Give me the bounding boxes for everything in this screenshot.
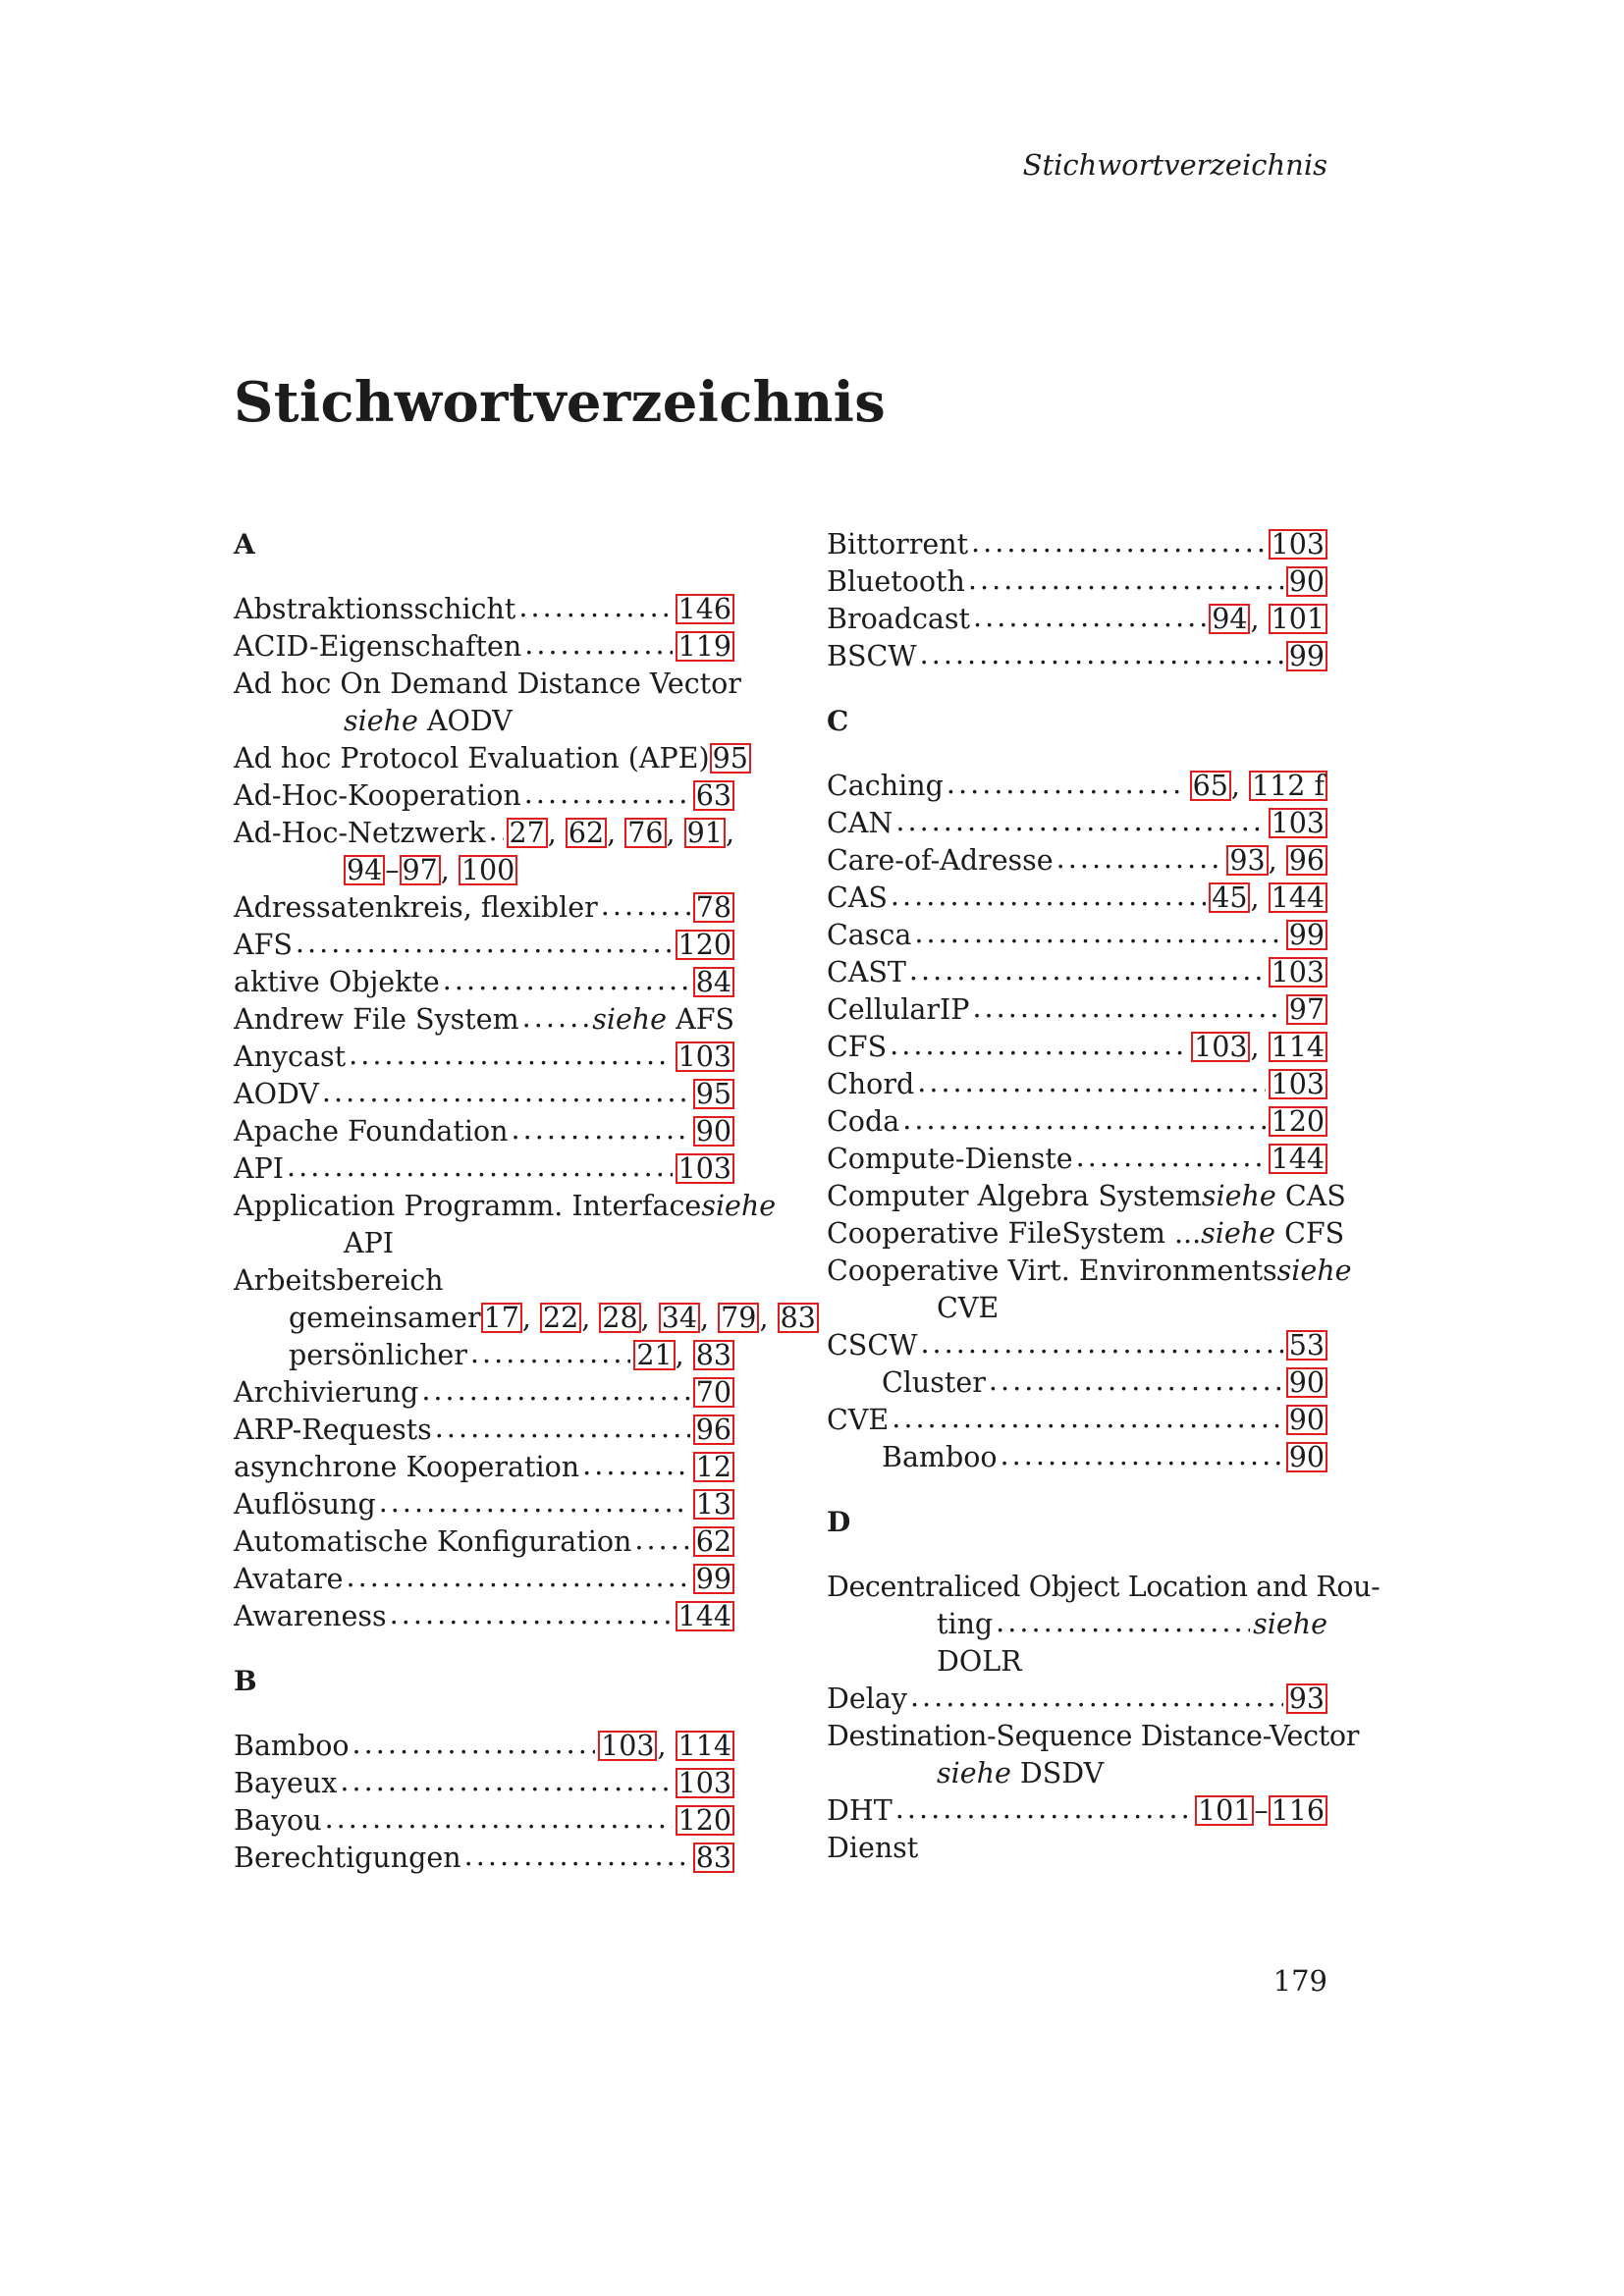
page-list [1286,917,1327,954]
page-link[interactable]: 95 [710,743,751,774]
index-term: Computer Algebra System [827,1180,1202,1212]
index-entry-continuation: 94 – 97 , 100 [234,852,734,889]
see-label: siehe [1201,1217,1276,1250]
index-term: Bayou [234,1804,322,1837]
page-list: 65 , 112 f [1190,768,1327,805]
page-link[interactable]: 17 [481,1303,522,1333]
index-term: CAST [827,956,906,988]
index-entry [827,917,1327,954]
see-target: CVE [937,1292,1000,1324]
page-link[interactable]: 144 [676,1601,734,1631]
page-list [693,1840,734,1877]
index-entry [234,1412,734,1449]
index-term: Ad-Hoc-Netzwerk [234,817,486,849]
page-link[interactable]: 90 [1286,1405,1327,1435]
index-term: ACID-Eigenschaften [234,630,522,663]
leader-dots [920,636,1283,673]
index-entry [827,768,1327,805]
leader-dots [914,915,1282,952]
index-entry [827,1029,1327,1066]
leader-dots [582,1447,690,1484]
index-entry-continuation [827,1606,1327,1643]
leader-dots [524,626,672,664]
index-term: Dienst [827,1832,919,1864]
leader-dots [421,1372,689,1410]
index-entry [234,591,734,628]
index-entry [234,1802,734,1840]
page-link[interactable]: 97 [400,855,441,885]
see-label: siehe [1201,1180,1276,1212]
index-term: CAN [827,807,893,839]
leader-dots [971,524,1266,561]
index-term: aktive Objekte [234,966,440,998]
page-link[interactable]: 120 [676,930,734,960]
page-link[interactable]: 144 [1269,882,1327,913]
page-list [676,1598,734,1635]
section-letter-b: B [234,1665,257,1697]
page-list: 27 , 62 , 76 , 91 , [507,815,735,852]
index-subentry [234,1337,734,1374]
range-dash: – [1254,1794,1269,1827]
page-link[interactable]: 90 [1286,1442,1327,1472]
index-subentry [827,1364,1327,1402]
index-term: Delay [827,1682,907,1715]
see-label: siehe [1276,1255,1352,1287]
page-list [676,1765,734,1802]
page-list [693,1561,734,1598]
index-entry [234,1449,734,1486]
index-entry [234,1001,734,1039]
page-list [1269,1141,1327,1178]
page-list [1286,991,1327,1029]
index-term: Compute-Dienste [827,1143,1073,1175]
index-entry [827,601,1327,638]
page-link[interactable]: 103 [1269,808,1327,838]
index-term: Bamboo [882,1441,998,1473]
leader-dots [947,766,1187,803]
index-term: Caching [827,770,944,802]
page-link[interactable]: 13 [693,1489,734,1520]
index-entry [827,526,1327,563]
index-entry [234,1374,734,1412]
see-target: AODV [426,705,513,737]
index-entry [234,777,734,815]
section-letter-d: D [827,1506,851,1538]
index-term: CAS [827,881,888,914]
index-term: Ad hoc Protocol Evaluation (APE) [234,742,710,774]
page-link[interactable]: 114 [676,1731,734,1761]
index-entry [827,880,1327,917]
page-link[interactable]: 96 [693,1415,734,1445]
index-entry [827,954,1327,991]
index-term: Destination-Sequence Distance-Vector [827,1720,1360,1752]
index-entry [827,1681,1327,1718]
page-link[interactable]: 45 [1209,882,1250,913]
page-link[interactable]: 103 [676,1768,734,1798]
index-column-left [234,526,816,1877]
index-entry [827,1792,1327,1830]
page-list [1269,1066,1327,1103]
page-list [1269,1103,1327,1141]
page-link[interactable]: 99 [1286,641,1327,671]
page-link[interactable]: 62 [693,1526,734,1557]
page-link[interactable]: 12 [693,1452,734,1482]
page-link[interactable]: 103 [1269,957,1327,988]
page-list: 103 , 114 [598,1728,734,1765]
page-list [1286,1681,1327,1718]
index-entry [234,1765,734,1802]
index-term: Ad hoc On Demand Distance Vector [234,667,741,700]
page-list [676,628,734,666]
index-entry [827,1215,1345,1253]
leader-dots [892,1400,1283,1437]
page-link[interactable]: 76 [624,818,666,848]
index-entry [827,563,1327,601]
see-label: siehe [937,1757,1011,1789]
page-link[interactable]: 120 [676,1805,734,1836]
page-list [1286,1364,1327,1402]
index-cross-reference [827,1755,1327,1792]
page-link[interactable]: 116 [1269,1795,1327,1826]
index-cross-reference [827,1643,1327,1681]
page-list [1269,526,1327,563]
leader-dots [909,952,1266,989]
page-list [693,1076,734,1113]
page-link[interactable]: 22 [540,1303,581,1333]
index-term: ting [937,1608,994,1640]
index-entry [827,1141,1327,1178]
index-entry [234,1561,734,1598]
index-cross-reference [234,1225,734,1262]
index-term: CSCW [827,1329,918,1362]
index-term: Awareness [234,1600,387,1632]
leader-dots [1001,1437,1283,1474]
leader-dots [340,1763,672,1800]
index-subentry [827,1439,1327,1476]
page-list: 94 , 101 [1209,601,1327,638]
index-term: API [234,1152,285,1185]
page-link[interactable]: 78 [693,892,734,923]
leader-dots [910,1679,1283,1716]
page-link[interactable]: 90 [693,1116,734,1147]
page-link[interactable]: 34 [659,1303,700,1333]
index-term: Apache Foundation [234,1115,509,1148]
page-link[interactable]: 94 [344,855,385,885]
leader-dots [972,989,1282,1027]
page-list [693,1113,734,1150]
page-link[interactable]: 103 [1269,1069,1327,1099]
index-entry [827,638,1327,675]
index-term: CFS [827,1031,888,1063]
index-term: Care-of-Adresse [827,844,1054,877]
index-entry [827,1103,1327,1141]
page-link[interactable]: 112 f [1249,771,1327,801]
index-entry [827,1178,1346,1215]
index-term: Archivierung [234,1376,419,1409]
leader-dots [435,1410,690,1447]
index-entry [827,991,1327,1029]
leader-dots [511,1111,689,1148]
index-term: Bluetooth [827,565,965,598]
page-link[interactable]: 94 [1209,604,1250,634]
leader-dots [352,1726,596,1763]
leader-dots [443,962,690,999]
index-term: ARP-Requests [234,1414,432,1446]
page-link[interactable]: 144 [1269,1144,1327,1174]
leader-dots [989,1362,1283,1400]
page-link[interactable]: 93 [1226,845,1268,876]
index-term: Adressatenkreis, flexibler [234,891,598,924]
page-link[interactable]: 83 [693,1842,734,1873]
leader-dots [968,561,1283,599]
index-entry [827,842,1327,880]
index-entry [827,1327,1327,1364]
page-list: 45 , 144 [1209,880,1327,917]
page-list [693,1374,734,1412]
see-label: siehe [1253,1608,1327,1640]
index-term: Berechtigungen [234,1842,461,1874]
index-entry [234,1486,734,1523]
page-link[interactable]: 63 [693,780,734,811]
index-entry [234,1840,734,1877]
index-entry [234,740,748,777]
see-label: siehe [701,1190,777,1222]
page-list: 21 , 83 [633,1337,734,1374]
leader-dots [1076,1139,1266,1176]
index-term: gemeinsamer [289,1302,481,1334]
index-term: Cluster [882,1366,986,1399]
leader-dots [1056,840,1224,878]
leader-dots [895,803,1265,840]
page-link[interactable]: 21 [633,1340,675,1370]
see-label: siehe [592,1003,668,1036]
page-link[interactable]: 146 [676,594,734,624]
page-list [1286,1439,1327,1476]
leader-dots [518,589,672,626]
page-link[interactable]: 90 [1286,566,1327,597]
index-term: BSCW [827,640,917,672]
index-entry [827,805,1327,842]
index-entry [234,1188,777,1225]
page-list [676,1039,734,1076]
page-link[interactable]: 65 [1190,771,1231,801]
page-link[interactable]: 84 [693,967,734,997]
index-term: Automatische Konfiguration [234,1525,632,1558]
page-link[interactable]: 83 [693,1340,734,1370]
page-link[interactable]: 70 [693,1377,734,1408]
page-link[interactable]: 97 [1286,994,1327,1025]
page-link[interactable]: 90 [1286,1367,1327,1398]
index-entry [234,1076,734,1113]
see-label: siehe [344,705,418,737]
page-link[interactable]: 95 [693,1079,734,1109]
page-link[interactable]: 91 [684,818,726,848]
index-term: Application Programm. Interface [234,1190,702,1222]
page-link[interactable]: 103 [1191,1032,1250,1062]
page-link[interactable]: 99 [1286,920,1327,950]
page-number: 179 [1272,1964,1327,1998]
page-link[interactable]: 27 [507,818,548,848]
page-list: 103 , 114 [1191,1029,1327,1066]
page-list: 93 , 96 [1226,842,1327,880]
leader-dots [470,1335,630,1372]
index-term: asynchrone Kooperation [234,1451,580,1483]
running-head: Stichwortverzeichnis [1022,148,1327,182]
index-entry [234,815,734,852]
index-term: DHT [827,1794,893,1827]
index-term: Decentraliced Object Location and Rou- [827,1571,1380,1603]
leader-dots [390,1596,673,1633]
page-list [693,777,734,815]
index-term: Cooperative Virt. Environments [827,1255,1277,1287]
index-subentry [234,1300,816,1337]
leader-dots [891,878,1206,915]
page-list [1286,1327,1327,1364]
index-term: AFS [234,929,293,961]
index-term: CellularIP [827,993,970,1026]
index-term: Cooperative FileSystem [827,1217,1165,1250]
index-entry [234,1039,734,1076]
leader-dots [287,1148,673,1186]
see-target: CAS [1284,1180,1346,1212]
see-target: CFS [1284,1217,1345,1250]
page-link[interactable]: 114 [1269,1032,1327,1062]
page-list [676,1802,734,1840]
section-letter-a: A [234,528,255,561]
index-term: Bayeux [234,1767,338,1799]
page-link[interactable]: 53 [1286,1330,1327,1361]
leader-dots [296,925,673,962]
leader-dots: ... [1173,1217,1202,1250]
page-link[interactable]: 103 [1269,529,1327,560]
page-link[interactable]: 83 [778,1303,819,1333]
page-link[interactable]: 120 [1269,1106,1327,1137]
index-entry [234,889,734,927]
index-cross-reference [234,703,734,740]
page-link[interactable]: 119 [676,631,734,662]
page-list [1269,954,1327,991]
index-entry [234,1150,734,1188]
index-column-right [827,526,1380,1867]
leader-dots [524,775,690,813]
index-term: Abstraktionsschicht [234,593,516,625]
index-term: persönlicher [289,1339,467,1371]
leader-dots [973,599,1206,636]
page-list [1286,1402,1327,1439]
leader-dots [322,1074,690,1111]
page-list [676,591,734,628]
index-term: Broadcast [827,603,970,635]
index-entry [827,1569,1380,1606]
index-term: Anycast [234,1041,347,1073]
page-link[interactable]: 101 [1269,604,1327,634]
page-link[interactable]: 28 [599,1303,640,1333]
page-link[interactable]: 101 [1195,1795,1254,1826]
page-link[interactable]: 103 [598,1731,657,1761]
page-link[interactable]: 93 [1286,1683,1327,1714]
page-list: 17 , 22 , 28 , 34 , 79 , 83 [481,1300,819,1337]
page-list [693,964,734,1001]
page-link[interactable]: 79 [718,1303,759,1333]
leader-dots [634,1522,689,1559]
page-list [693,1412,734,1449]
index-entry [827,1066,1327,1103]
page-link[interactable]: 100 [459,855,517,885]
page-title: Stichwortverzeichnis [234,370,887,435]
see-target: DOLR [937,1645,1022,1678]
index-entry [827,1718,1360,1755]
index-entry-line [234,666,741,703]
index-term: AODV [234,1078,319,1110]
leader-dots [920,1325,1282,1362]
page-link[interactable]: 103 [676,1041,734,1072]
page-list [693,1523,734,1561]
index-entry [234,927,734,964]
index-term: Andrew File System [234,1003,519,1036]
index-entry [827,1830,1327,1867]
page-list [1286,563,1327,601]
index-term: Coda [827,1105,900,1138]
index-cross-reference [827,1290,1327,1327]
page-list [693,1449,734,1486]
page-list [676,1150,734,1188]
index-term: Chord [827,1068,915,1100]
section-letter-c: C [827,705,849,737]
index-entry [827,1402,1327,1439]
page-list [1286,638,1327,675]
leader-dots [346,1559,689,1596]
range-dash: – [385,854,400,886]
index-entry [234,1598,734,1635]
index-term: Bamboo [234,1730,350,1762]
index-term: Auflösung [234,1488,376,1521]
see-target: API [344,1227,395,1259]
index-term: Avatare [234,1563,344,1595]
page-list [676,927,734,964]
index-entry [827,1253,1352,1290]
index-term: Arbeitsbereich [234,1264,444,1297]
leader-dots [917,1064,1265,1101]
page-link[interactable]: 62 [566,818,607,848]
index-entry [234,1523,734,1561]
page-list [693,889,734,927]
see-target: DSDV [1019,1757,1105,1789]
index-term: Ad-Hoc-Kooperation [234,779,521,812]
leader-dots [349,1037,673,1074]
leader-dots [601,887,690,925]
leader-dots [379,1484,690,1522]
page-list [1269,805,1327,842]
index-term: Bittorrent [827,528,969,561]
page-link[interactable]: 99 [693,1564,734,1594]
leader-dots [464,1838,690,1875]
index-term: Casca [827,919,912,951]
page-list [693,1486,734,1523]
leader-dots [325,1800,673,1838]
index-entry [234,964,734,1001]
see-target: AFS [676,1003,734,1036]
index-entry [234,1113,734,1150]
leader-dots [902,1101,1265,1139]
leader-dots [890,1027,1188,1064]
index-term: CVE [827,1404,890,1436]
page-link[interactable]: 103 [676,1153,734,1184]
page-link[interactable]: 96 [1286,845,1327,876]
index-entry [234,1728,734,1765]
index-entry [234,628,734,666]
index-entry [234,1262,734,1300]
